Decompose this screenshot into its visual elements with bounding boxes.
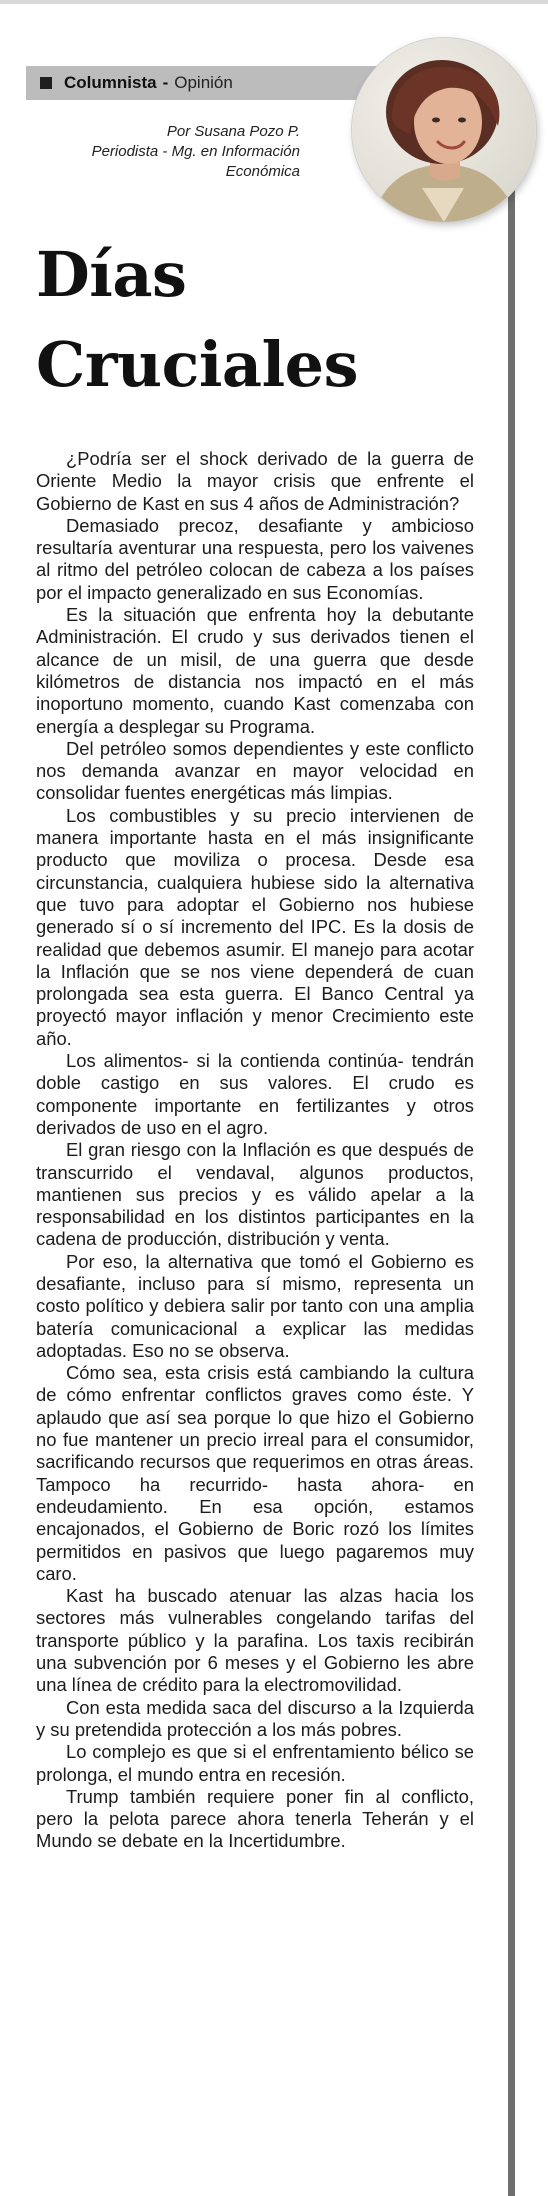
paragraph: Del petróleo somos dependientes y este conflicto nos demanda avanzar en mayor velocidad en consolidar fuentes energéticas más limpias.	[36, 737, 474, 804]
author-portrait-photo	[352, 38, 536, 222]
column-side-rule	[508, 74, 515, 2196]
section-label: Columnista	[64, 73, 157, 92]
title-line-1: Días	[36, 238, 187, 311]
top-divider	[0, 0, 548, 4]
paragraph: Kast ha buscado atenuar las alzas hacia los sectores más vulnerables congelando tarifas del transporte público y la parafina. Los taxis recibirán una subvención por 6 meses y el Gobierno les abre una línea de crédito para la electromovilidad.	[36, 1585, 474, 1696]
paragraph: El gran riesgo con la Inflación es que después de transcurrido el vendaval, algunos productos, mantienen sus precios y es válido apelar a la responsabilidad en los distintos participantes en la cadena de producción, distribución y venta.	[36, 1139, 474, 1250]
title-line-2: Cruciales	[36, 328, 358, 401]
paragraph: Lo complejo es que si el enfrentamiento bélico se prolonga, el mundo entra en recesión.	[36, 1741, 474, 1785]
paragraph: Los alimentos- si la contienda continúa- tendrán doble castigo en sus valores. El crudo es componente importante en fertilizantes y otros derivados de uso en el agro.	[36, 1050, 474, 1138]
paragraph: Con esta medida saca del discurso a la Izquierda y su pretendida protección a los más pobres.	[36, 1696, 474, 1740]
article-body	[36, 448, 474, 1853]
byline-role-line1: Periodista - Mg. en Información	[91, 143, 300, 160]
paragraph: Es la situación que enfrenta hoy la debutante Administración. El crudo y sus derivados tienen el alcance de un misil, de una guerra que desde kilómetros de distancia nos impactó en el más inoportuno momento, cuando Kast comenzaba con energía a desplegar su Programa.	[36, 604, 474, 737]
portrait-illustration	[352, 38, 536, 222]
paragraph: Demasiado precoz, desafiante y ambicioso resultaría aventurar una respuesta, pero los vaivenes al ritmo del petróleo colocan de cabeza a los países por el impacto generalizado en sus Economías.	[36, 514, 474, 603]
category-label: Opinión	[174, 73, 233, 92]
byline-role-line2: Económica	[225, 163, 300, 180]
byline-author: Por Susana Pozo P.	[166, 123, 300, 140]
square-bullet-icon	[40, 77, 52, 89]
paragraph: ¿Podría ser el shock derivado de la guerra de Oriente Medio la mayor crisis que enfrente el Gobierno de Kast en sus 4 años de Administración?	[36, 448, 474, 514]
paragraph: Por eso, la alternativa que tomó el Gobierno es desafiante, incluso para sí mismo, representa un costo político y debiera salir por tanto con una amplia batería comunicacional a explicar las medidas adoptadas. Eso no se observa.	[36, 1250, 474, 1361]
paragraph: Cómo sea, esta crisis está cambiando la cultura de cómo enfrentar conflictos graves como éste. Y aplaudo que así sea porque lo que hizo el Gobierno no fue mantener un precio irreal para el consumidor, sacrificando recursos que requerimos en otras áreas. Tampoco ha recurrido- hasta ahora- en endeudamiento. En esa opción, estamos encajonados, el Gobierno de Boric rozó los límites permitidos en pasivos que luego pagaremos muy caro.	[36, 1362, 474, 1584]
paragraph: Trump también requiere poner fin al conflicto, pero la pelota parece ahora tenerla Teherán y el Mundo se debate en la Incertidumbre.	[36, 1785, 474, 1852]
byline	[0, 122, 300, 182]
header-separator: -	[162, 73, 169, 92]
paragraph: Los combustibles y su precio intervienen de manera importante hasta en el más insignificante producto que moviliza o procesa. Desde esa circunstancia, cualquiera hubiese sido la alternativa que tuvo para adoptar el Gobierno nos hubiese generado sí o sí incremento del IPC. Es la dosis de realidad que debemos asumir. El manejo para acotar la Inflación que se nos viene dependerá de cuan prolongada sea esta guerra. El Banco Central ya proyectó mayor inflación y menor Crecimiento este año.	[36, 804, 474, 1049]
article-title	[36, 230, 476, 410]
